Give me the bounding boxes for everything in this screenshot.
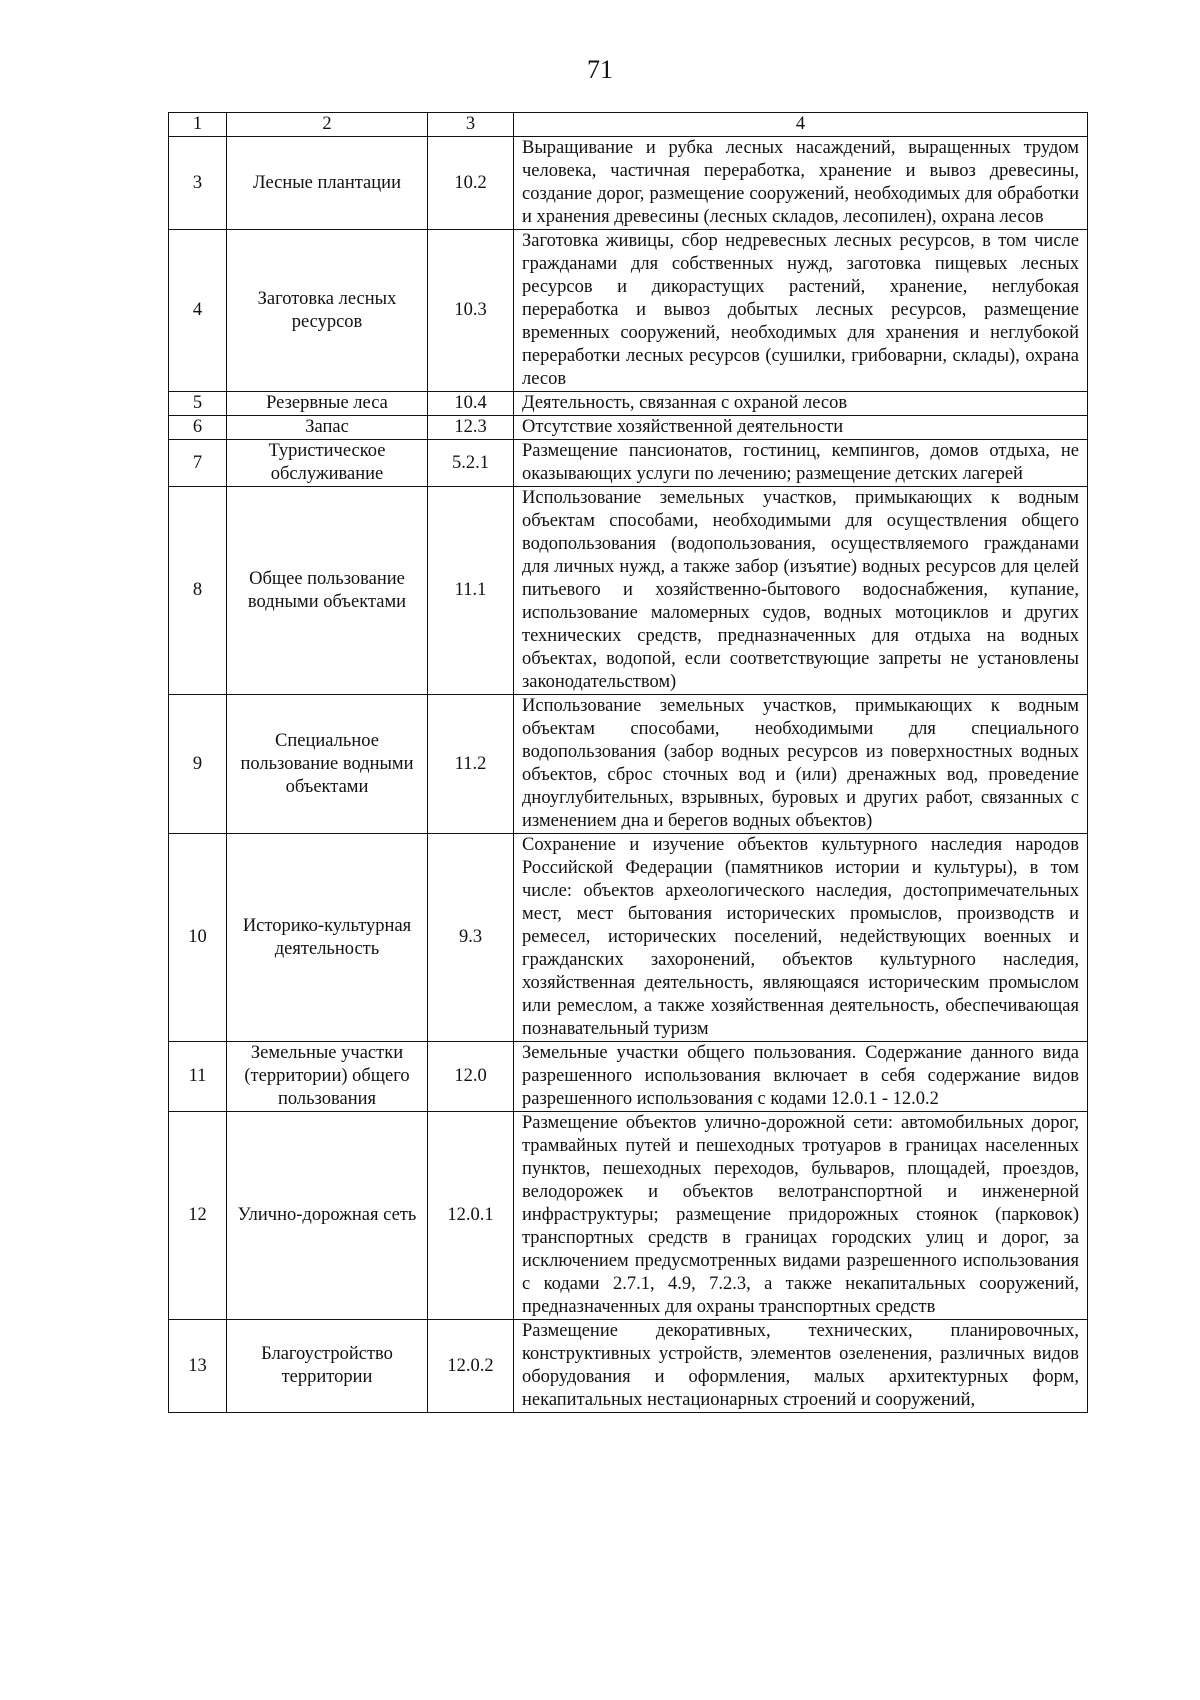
row-number: 4 [169,230,227,392]
use-code: 10.3 [428,230,514,392]
land-use-table [168,112,1088,1413]
page-number: 71 [587,55,613,84]
row-number: 5 [169,392,227,416]
table-row [169,1320,1088,1413]
use-name: Историко-культурная деятельность [227,834,428,1042]
use-description: Использование земельных участков, примыкающих к водным объектам способами, необходимыми для осуществления общего водопользования (водопользования, осуществляемого гражданами для личных нужд, а также забор (изъятие) водных ресурсов для целей питьевого и хозяйственно-бытового водоснабжения, купание, использование маломерных судов, водных мотоциклов и других технических средств, предназначенных для отдыха на водных объектах, водопой, если соответствующие запреты не установлены законодательством) [514,487,1088,695]
use-name: Туристическое обслуживание [227,440,428,487]
use-description: Деятельность, связанная с охраной лесов [514,392,1088,416]
row-number: 10 [169,834,227,1042]
use-name: Благоустройство территории [227,1320,428,1413]
use-description: Размещение пансионатов, гостиниц, кемпингов, домов отдыха, не оказывающих услуги по лечению; размещение детских лагерей [514,440,1088,487]
use-code: 12.3 [428,416,514,440]
use-code: 12.0.1 [428,1112,514,1320]
table-row [169,834,1088,1042]
use-description: Отсутствие хозяйственной деятельности [514,416,1088,440]
table-row [169,416,1088,440]
use-name: Специальное пользование водными объектами [227,695,428,834]
use-name: Заготовка лесных ресурсов [227,230,428,392]
use-name: Улично-дорожная сеть [227,1112,428,1320]
use-description: Выращивание и рубка лесных насаждений, выращенных трудом человека, частичная переработка, хранение и вывоз древесины, создание дорог, размещение сооружений, необходимых для обработки и хранения древесины (лесных складов, лесопилен), охрана лесов [514,137,1088,230]
table-header-row [169,113,1088,137]
table-row [169,1042,1088,1112]
use-description: Размещение декоративных, технических, планировочных, конструктивных устройств, элементов озеленения, различных видов оборудования и оформления, малых архитектурных форм, некапитальных нестационарных строений и сооружений, [514,1320,1088,1413]
row-number: 7 [169,440,227,487]
use-code: 5.2.1 [428,440,514,487]
table-row [169,440,1088,487]
table-row [169,695,1088,834]
row-number: 9 [169,695,227,834]
use-name: Запас [227,416,428,440]
row-number: 11 [169,1042,227,1112]
table-row [169,137,1088,230]
use-description: Заготовка живицы, сбор недревесных лесных ресурсов, в том числе гражданами для собственных нужд, заготовка пищевых лесных ресурсов и дикорастущих растений, хранение, неглубокая переработка и вывоз добытых лесных ресурсов, размещение временных сооружений, необходимых для хранения и неглубокой переработки лесных ресурсов (сушилки, грибоварни, склады), охрана лесов [514,230,1088,392]
column-header-1: 1 [169,113,227,137]
use-code: 10.4 [428,392,514,416]
use-code: 12.0 [428,1042,514,1112]
use-name: Лесные плантации [227,137,428,230]
table-row [169,392,1088,416]
use-name: Общее пользование водными объектами [227,487,428,695]
use-description: Использование земельных участков, примыкающих к водным объектам способами, необходимыми для специального водопользования (забор водных ресурсов из поверхностных водных объектов, сброс сточных вод и (или) дренажных вод, проведение дноуглубительных, взрывных, буровых и других работ, связанных с изменением дна и берегов водных объектов) [514,695,1088,834]
use-code: 9.3 [428,834,514,1042]
use-code: 12.0.2 [428,1320,514,1413]
table-row [169,230,1088,392]
table-row [169,487,1088,695]
column-header-2: 2 [227,113,428,137]
use-code: 11.2 [428,695,514,834]
row-number: 13 [169,1320,227,1413]
column-header-4: 4 [514,113,1088,137]
use-description: Земельные участки общего пользования. Содержание данного вида разрешенного использования включает в себя содержание видов разрешенного использования с кодами 12.0.1 - 12.0.2 [514,1042,1088,1112]
table-row [169,1112,1088,1320]
use-description: Размещение объектов улично-дорожной сети: автомобильных дорог, трамвайных путей и пешеходных тротуаров в границах населенных пунктов, пешеходных переходов, бульваров, площадей, проездов, велодорожек и объектов велотранспортной и инженерной инфраструктуры; размещение придорожных стоянок (парковок) транспортных средств в границах городских улиц и дорог, за исключением предусмотренных видами разрешенного использования с кодами 2.7.1, 4.9, 7.2.3, а также некапитальных сооружений, предназначенных для охраны транспортных средств [514,1112,1088,1320]
column-header-3: 3 [428,113,514,137]
row-number: 6 [169,416,227,440]
use-description: Сохранение и изучение объектов культурного наследия народов Российской Федерации (памятников истории и культуры), в том числе: объектов археологического наследия, достопримечательных мест, мест бытования исторических промыслов, производств и ремесел, исторических поселений, недействующих военных и гражданских захоронений, объектов культурного наследия, хозяйственная деятельность, являющаяся историческим промыслом или ремеслом, а также хозяйственная деятельность, обеспечивающая познавательный туризм [514,834,1088,1042]
use-name: Резервные леса [227,392,428,416]
row-number: 8 [169,487,227,695]
use-code: 11.1 [428,487,514,695]
row-number: 12 [169,1112,227,1320]
use-name: Земельные участки (территории) общего пользования [227,1042,428,1112]
row-number: 3 [169,137,227,230]
use-code: 10.2 [428,137,514,230]
